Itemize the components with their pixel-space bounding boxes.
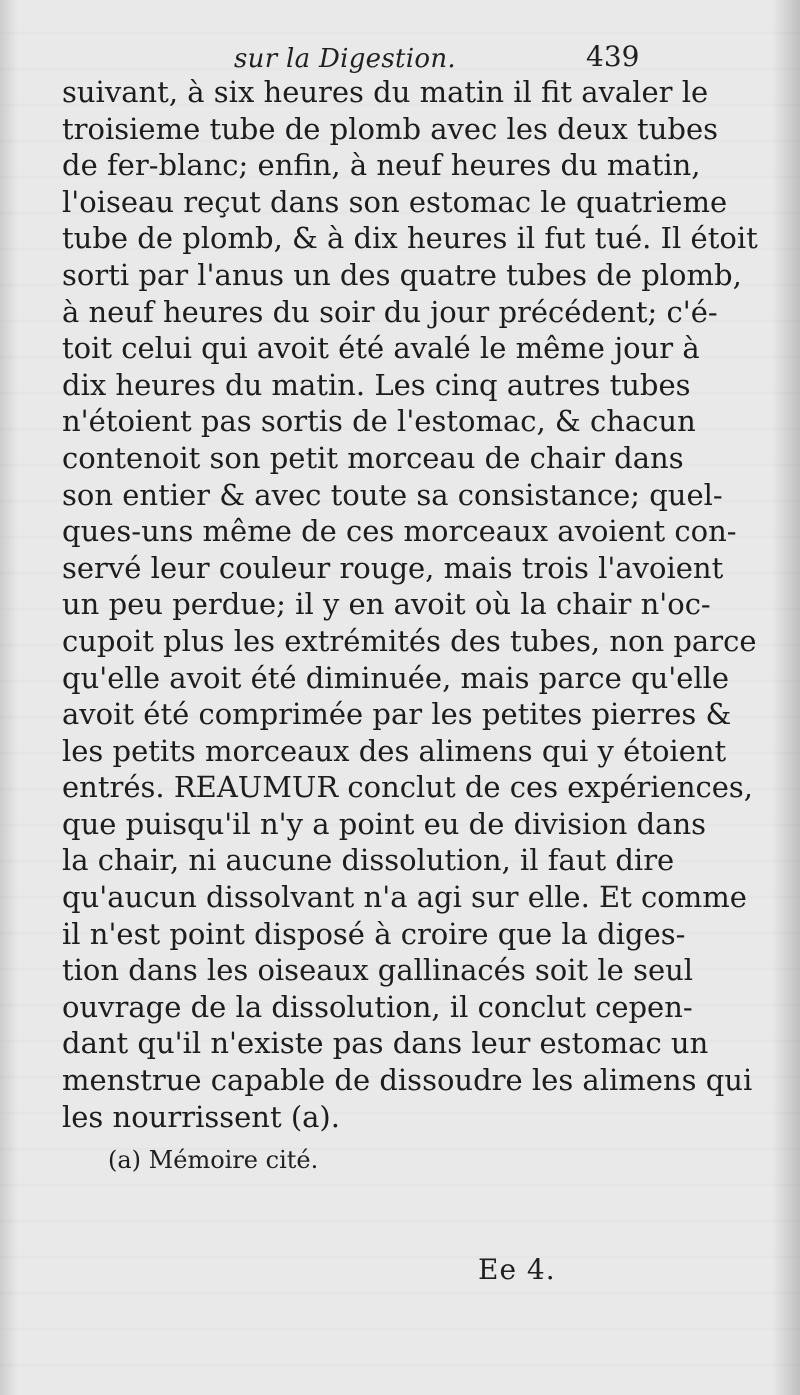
text-line: les nourrissent (a). xyxy=(62,1099,340,1134)
text-line: cupoit plus les extrémités des tubes, non parce xyxy=(62,623,757,658)
text-line: qu'aucun dissolvant n'a agi sur elle. Et comme xyxy=(62,880,747,915)
text-line: la chair, ni aucune dissolution, il faut dire xyxy=(62,843,675,878)
text-line: n'étoient pas sortis de l'estomac, & chacun xyxy=(62,404,696,439)
text-line: ques-uns même de ces morceaux avoient con- xyxy=(62,514,737,549)
text-line: tube de plomb, & à dix heures il fut tué. Il étoit xyxy=(62,221,758,256)
text-line: de fer-blanc; enfin, à neuf heures du matin, xyxy=(62,148,701,183)
text-line: suivant, à six heures du matin il fit avaler le xyxy=(62,75,709,109)
text-line: les petits morceaux des alimens qui y étoient xyxy=(62,733,727,768)
text-line: ouvrage de la dissolution, il conclut cepen- xyxy=(62,989,693,1024)
text-line: sorti par l'anus un des quatre tubes de plomb, xyxy=(62,257,742,292)
text-line: contenoit son petit morceau de chair dans xyxy=(62,440,684,475)
text-line: toit celui qui avoit été avalé le même jour à xyxy=(62,331,700,366)
footnote: (a) Mémoire cité. xyxy=(108,1146,319,1174)
text-line: à neuf heures du soir du jour précédent; c'é- xyxy=(62,294,718,329)
running-title: sur la Digestion. xyxy=(234,44,456,74)
text-line: menstrue capable de dissoudre les alimens qui xyxy=(62,1063,753,1098)
text-line: un peu perdue; il y en avoit où la chair n'oc- xyxy=(62,587,711,622)
main-text-block xyxy=(62,74,758,1135)
text-line: troisieme tube de plomb avec les deux tubes xyxy=(62,111,718,146)
text-line: qu'elle avoit été diminuée, mais parce qu'elle xyxy=(62,660,730,695)
signature-mark: Ee 4. xyxy=(478,1253,556,1286)
text-line: avoit été comprimée par les petites pierres & xyxy=(62,697,732,732)
text-line: son entier & avec toute sa consistance; quel- xyxy=(62,477,723,512)
text-line: dix heures du matin. Les cinq autres tubes xyxy=(62,367,691,402)
text-line: l'oiseau reçut dans son estomac le quatrieme xyxy=(62,184,728,219)
text-line: servé leur couleur rouge, mais trois l'avoient xyxy=(62,550,724,585)
text-line: dant qu'il n'existe pas dans leur estomac un xyxy=(62,1026,709,1061)
text-line: tion dans les oiseaux gallinacés soit le seul xyxy=(62,953,694,988)
page-right-shadow xyxy=(772,0,800,1395)
text-line: entrés. REAUMUR conclut de ces expériences, xyxy=(62,770,754,805)
text-line: il n'est point disposé à croire que la diges- xyxy=(62,916,686,951)
text-line: que puisqu'il n'y a point eu de division dans xyxy=(62,806,707,841)
page-left-shadow xyxy=(0,0,18,1395)
page-number: 439 xyxy=(586,40,640,73)
